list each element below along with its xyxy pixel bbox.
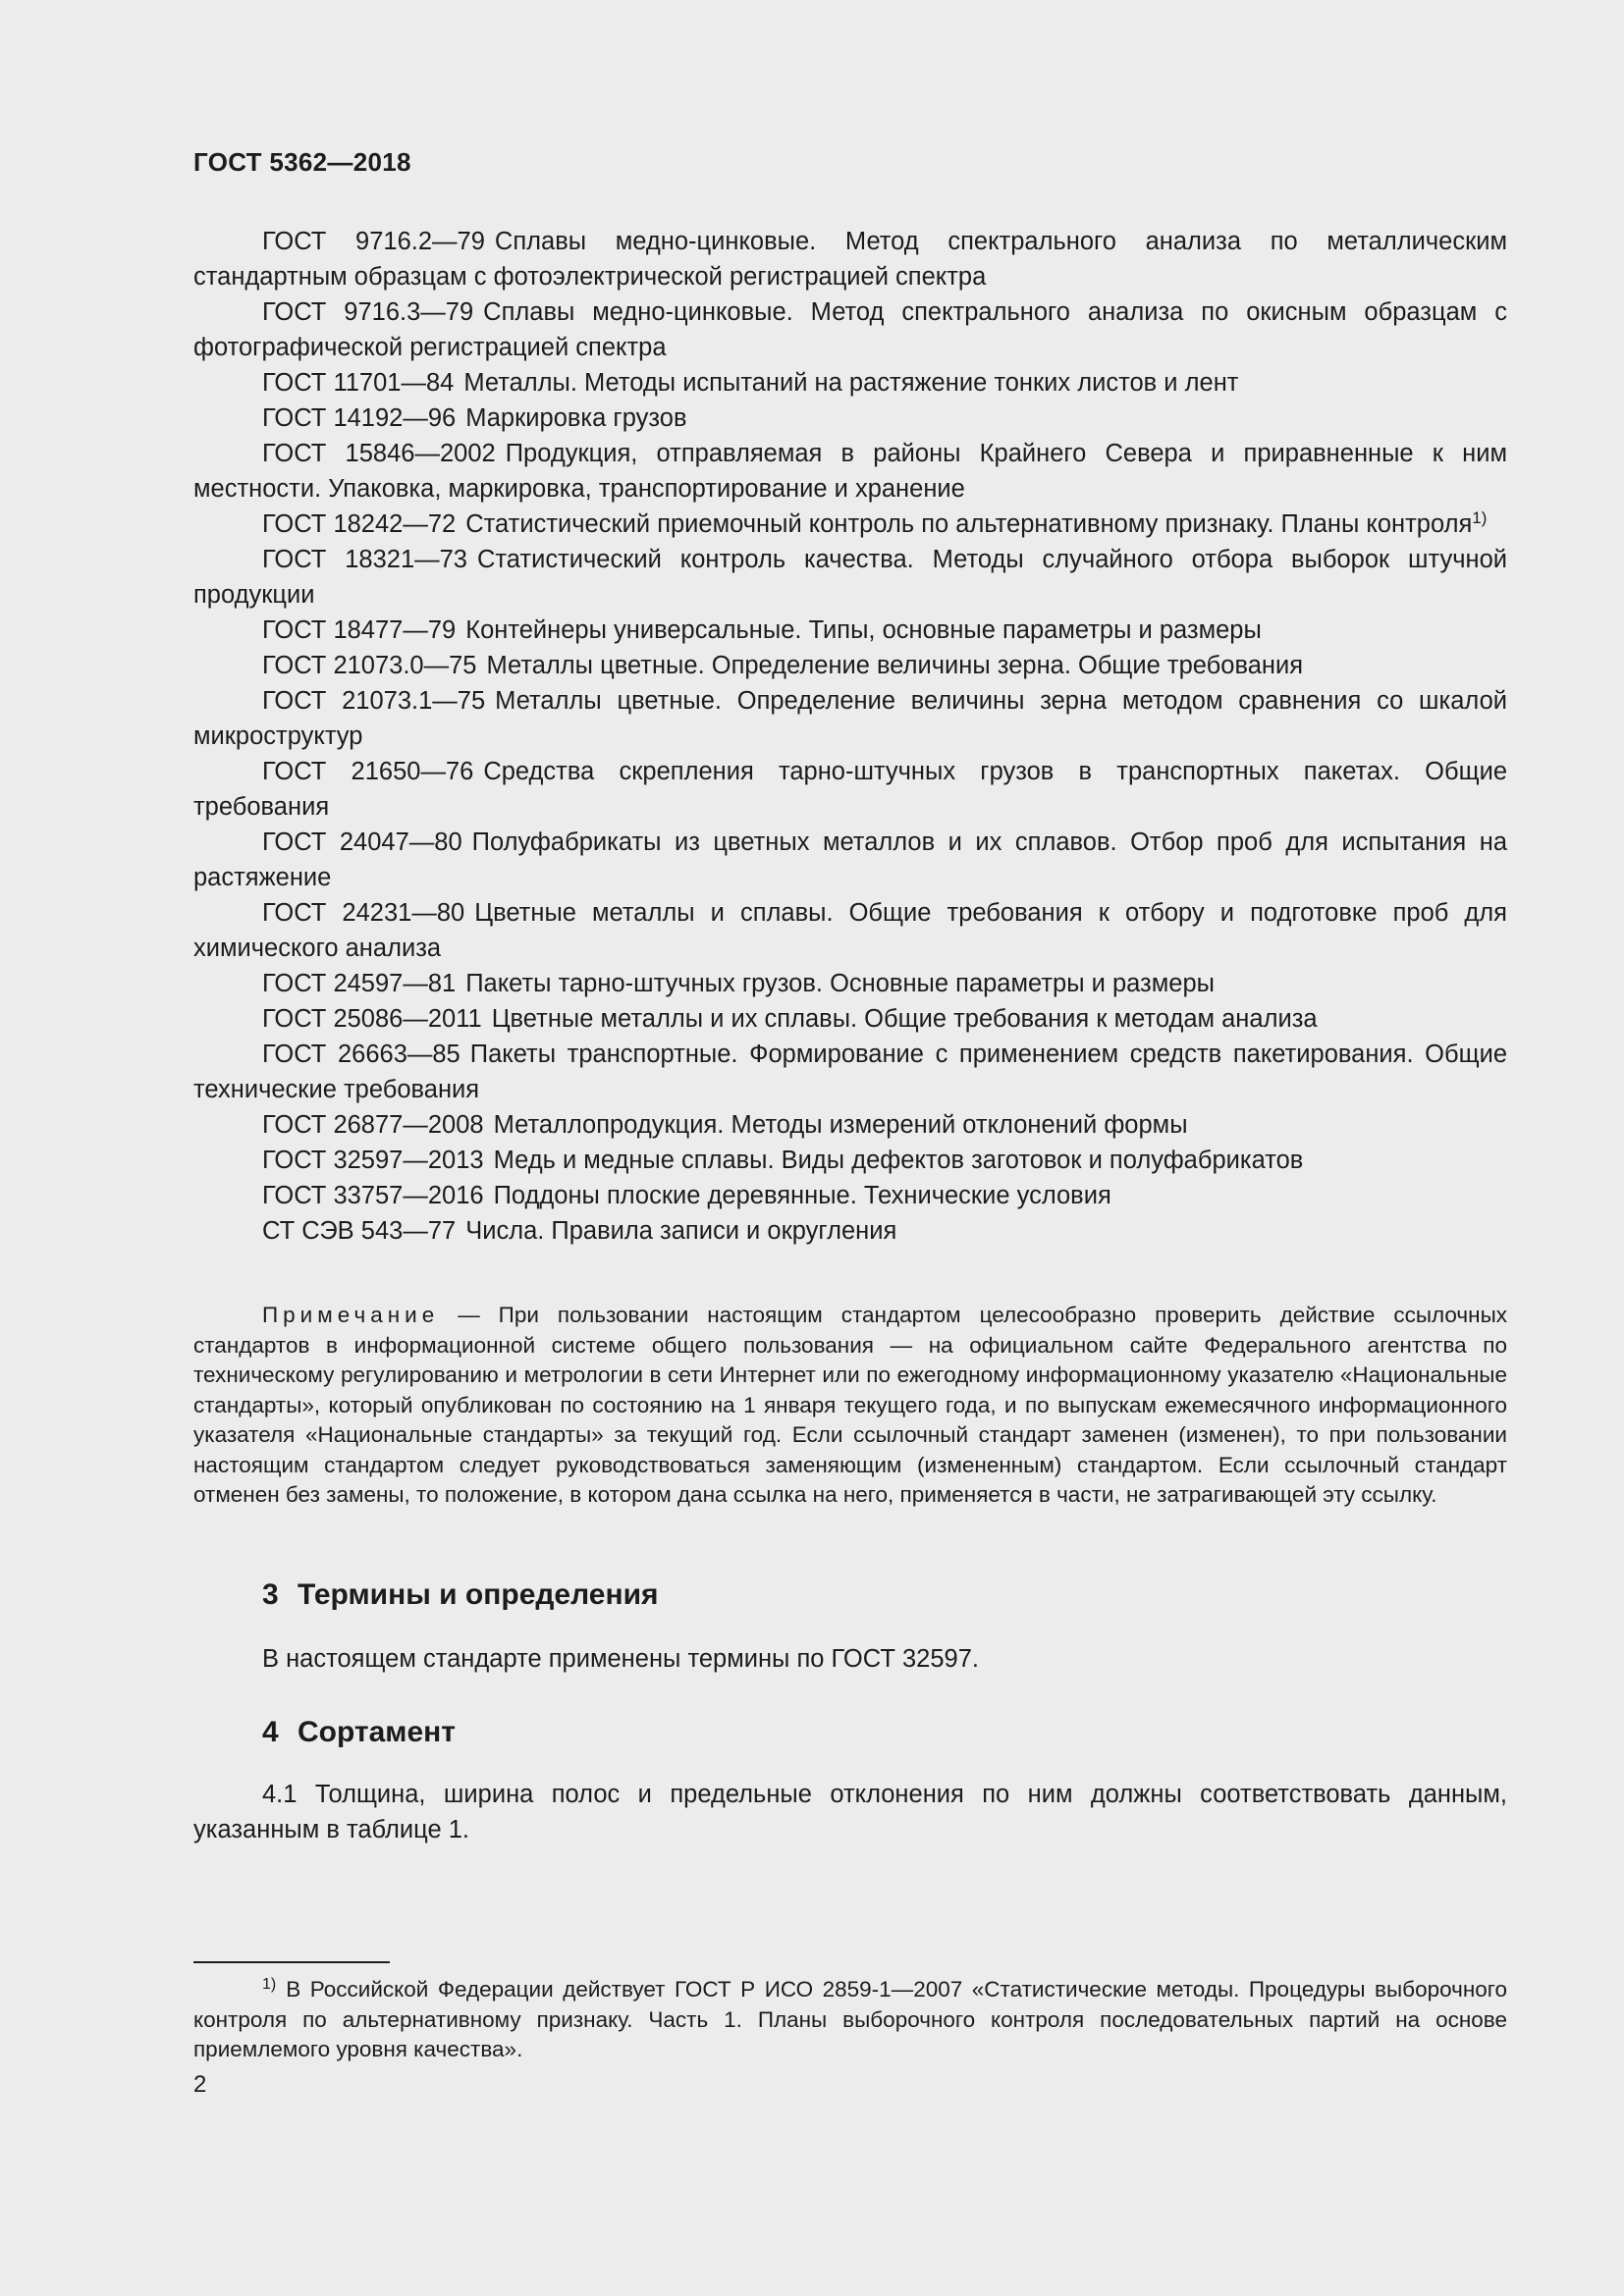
reference-title: Статистический приемочный контроль по альтернативному признаку. Планы контроля	[465, 510, 1473, 538]
reference-code: ГОСТ 18321—73	[262, 546, 467, 573]
section-3-heading	[262, 1578, 659, 1612]
reference-code: ГОСТ 25086—2011	[262, 1005, 482, 1033]
reference-item	[193, 224, 1507, 294]
reference-item	[193, 365, 1507, 400]
reference-item	[193, 507, 1507, 542]
section-4-title: Сортамент	[298, 1716, 456, 1748]
footnote-text: В Российской Федерации действует ГОСТ Р ИСО 2859-1—2007 «Статистические методы. Процедуры выборочного контроля по альтернативному признаку. Часть 1. Планы выборочного контроля последовательных партий на основе приемлемого уровня качества».	[193, 1977, 1507, 2061]
reference-title: Металлопродукция. Методы измерений отклонений формы	[493, 1111, 1188, 1139]
footnote-divider	[193, 1961, 390, 1963]
normative-references-list	[193, 224, 1507, 1249]
section-4-number: 4	[262, 1716, 279, 1748]
reference-item	[193, 1001, 1507, 1037]
reference-code: ГОСТ 26877—2008	[262, 1111, 484, 1139]
reference-title: Статистический контроль качества. Методы случайного отбора выборок штучной продукции	[193, 546, 1508, 609]
note-text: — При пользовании настоящим стандартом целесообразно проверить действие ссылочных стандартов в информационной системе общего пользования — на официальном сайте Федерального агентства по техническому регулированию и метрологии в сети Интернет или по ежегодному информационному указателю «Национальные стандарты», который опубликован по состоянию на 1 января текущего года, и по выпускам ежемесячного информационного указателя «Национальные стандарты» за текущий год. Если ссылочный стандарт заменен (изменен), то при пользовании настоящим стандартом следует руководствоваться заменяющим (измененным) стандартом. Если ссылочный стандарт отменен без замены, то положение, в котором дана ссылка на него, применяется в части, не затрагивающей эту ссылку.	[193, 1303, 1507, 1507]
reference-code: ГОСТ 11701—84	[262, 369, 455, 397]
reference-code: СТ СЭВ 543—77	[262, 1217, 457, 1245]
reference-title: Поддоны плоские деревянные. Технические условия	[493, 1182, 1111, 1209]
reference-code: ГОСТ 24597—81	[262, 970, 457, 997]
reference-code: ГОСТ 9716.2—79	[262, 228, 485, 255]
section-3-title: Термины и определения	[298, 1578, 659, 1611]
footnote-mark: 1)	[1472, 508, 1488, 527]
reference-code: ГОСТ 9716.3—79	[262, 298, 474, 326]
reference-code: ГОСТ 15846—2002	[262, 440, 496, 467]
reference-item	[193, 895, 1507, 966]
footnote	[193, 1975, 1507, 2065]
reference-title: Сплавы медно-цинковые. Метод спектрального анализа по окисным образцам с фотографической регистрацией спектра	[193, 298, 1507, 361]
reference-title: Продукция, отправляемая в районы Крайнего Севера и приравненные к ним местности. Упаковка, маркировка, транспортирование и хранение	[193, 440, 1508, 503]
reference-code: ГОСТ 32597—2013	[262, 1147, 484, 1174]
reference-item	[193, 683, 1507, 754]
reference-title: Медь и медные сплавы. Виды дефектов заготовок и полуфабрикатов	[493, 1147, 1304, 1174]
section-3-paragraph: В настоящем стандарте применены термины по ГОСТ 32597.	[262, 1645, 979, 1673]
reference-code: ГОСТ 18477—79	[262, 616, 457, 644]
reference-title: Средства скрепления тарно-штучных грузов в транспортных пакетах. Общие требования	[193, 758, 1507, 821]
reference-title: Пакеты тарно-штучных грузов. Основные параметры и размеры	[465, 970, 1215, 997]
reference-item	[193, 1213, 1507, 1249]
reference-item	[193, 1178, 1507, 1213]
note-paragraph	[193, 1301, 1507, 1511]
reference-item	[193, 648, 1507, 683]
reference-title: Металлы. Методы испытаний на растяжение тонких листов и лент	[463, 369, 1239, 397]
section-4-paragraph: 4.1 Толщина, ширина полос и предельные отклонения по ним должны соответствовать данным, указанным в таблице 1.	[193, 1781, 1507, 1843]
reference-title: Полуфабрикаты из цветных металлов и их сплавов. Отбор проб для испытания на растяжение	[193, 828, 1507, 891]
note-label: Примечание	[262, 1303, 440, 1327]
reference-item	[193, 825, 1507, 895]
reference-title: Цветные металлы и сплавы. Общие требования к отбору и подготовке проб для химического анализа	[193, 899, 1507, 962]
reference-item	[193, 613, 1507, 648]
reference-code: ГОСТ 14192—96	[262, 404, 457, 432]
reference-item	[193, 542, 1507, 613]
reference-title: Металлы цветные. Определение величины зерна. Общие требования	[486, 652, 1304, 679]
reference-item	[193, 1037, 1507, 1107]
reference-title: Маркировка грузов	[465, 404, 687, 432]
footnote-mark: 1)	[262, 1976, 277, 1993]
reference-title: Контейнеры универсальные. Типы, основные параметры и размеры	[465, 616, 1262, 644]
reference-title: Металлы цветные. Определение величины зерна методом сравнения со шкалой микроструктур	[193, 687, 1507, 750]
reference-item	[193, 436, 1507, 507]
reference-item	[193, 754, 1507, 825]
reference-code: ГОСТ 18242—72	[262, 510, 457, 538]
section-4-heading	[262, 1716, 456, 1749]
document-header: ГОСТ 5362—2018	[193, 147, 411, 177]
reference-code: ГОСТ 26663—85	[262, 1041, 460, 1068]
reference-title: Числа. Правила записи и округления	[465, 1217, 897, 1245]
reference-item	[193, 400, 1507, 436]
reference-code: ГОСТ 21650—76	[262, 758, 474, 785]
reference-item	[193, 966, 1507, 1001]
reference-code: ГОСТ 24047—80	[262, 828, 462, 856]
reference-code: ГОСТ 21073.1—75	[262, 687, 486, 715]
reference-code: ГОСТ 33757—2016	[262, 1182, 484, 1209]
page-number: 2	[193, 2071, 207, 2098]
reference-title: Пакеты транспортные. Формирование с применением средств пакетирования. Общие технические требования	[193, 1041, 1507, 1103]
reference-title: Цветные металлы и их сплавы. Общие требования к методам анализа	[491, 1005, 1318, 1033]
reference-item	[193, 294, 1507, 365]
section-3-number: 3	[262, 1578, 279, 1611]
reference-code: ГОСТ 21073.0—75	[262, 652, 477, 679]
reference-title: Сплавы медно-цинковые. Метод спектрального анализа по металлическим стандартным образцам с фотоэлектрической регистрацией спектра	[193, 228, 1507, 291]
reference-item	[193, 1143, 1507, 1178]
reference-item	[193, 1107, 1507, 1143]
reference-code: ГОСТ 24231—80	[262, 899, 465, 927]
